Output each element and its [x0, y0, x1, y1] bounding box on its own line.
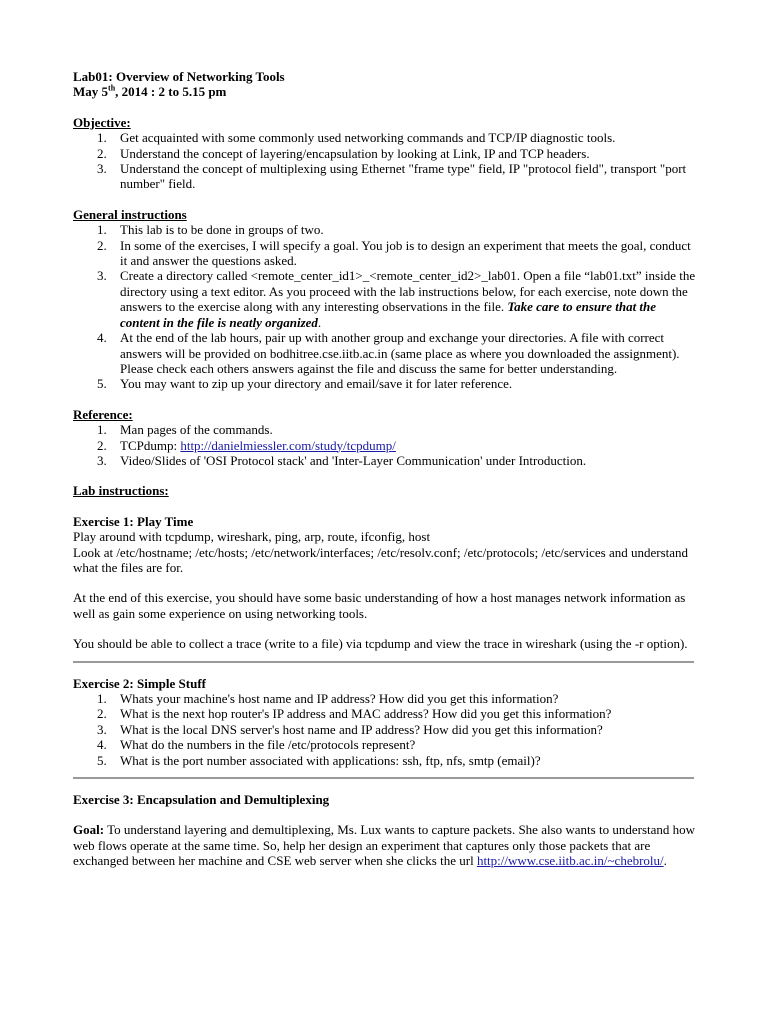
- objective-list: [73, 130, 698, 192]
- general-instructions-list: [73, 222, 698, 391]
- list-item: 2. Understand the concept of layering/encapsulation by looking at Link, IP and TCP headers.: [97, 145, 590, 161]
- list-item: 3. Understand the concept of multiplexing using Ethernet "frame type" field, IP "protocol field", transport "port number" field.: [97, 161, 687, 192]
- lab-instructions-heading: Lab instructions:: [73, 483, 169, 499]
- exercise-1-para3: You should be able to collect a trace (write to a file) via tcpdump and view the trace in wireshark (using the -r option).: [73, 636, 688, 652]
- tcpdump-link[interactable]: http://danielmiessler.com/study/tcpdump/: [180, 437, 396, 453]
- emphasis-text: Take care to ensure that the content in the file is neatly organized: [120, 299, 657, 330]
- list-item: 1. Get acquainted with some commonly used networking commands and TCP/IP diagnostic tools.: [97, 130, 616, 146]
- exercise-1-line1: Play around with tcpdump, wireshark, ping, arp, route, ifconfig, host: [73, 529, 431, 545]
- list-item: 1. Man pages of the commands.: [97, 422, 273, 438]
- list-item: 4. At the end of the lab hours, pair up with another group and exchange your directories. A file with correct answers will be provided on bodhitree.cse.iitb.ac.in (same place as where you downloaded the assignment). Please check each others answers against the file and discuss the same for better understanding.: [97, 330, 680, 376]
- date-line: [73, 84, 698, 99]
- list-item: 4. What do the numbers in the file /etc/protocols represent?: [97, 737, 416, 753]
- exercise-3-goal: Goal: To understand layering and demultiplexing, Ms. Lux wants to capture packets. She also wants to understand how web flows operate at the same time. So, help her design an experiment that captures only those packets that are exchanged between her machine and CSE web server when she clicks the url http://www.cse.iitb.ac.in/~chebrolu/.: [73, 822, 696, 869]
- date-sup: th: [108, 84, 116, 94]
- list-item: 5. You may want to zip up your directory and email/save it for later reference.: [97, 376, 513, 392]
- document-content: [73, 69, 698, 869]
- general-instructions-heading: General instructions: [73, 206, 187, 222]
- list-item: 1. This lab is to be done in groups of two.: [97, 222, 324, 238]
- reference-list: [73, 422, 698, 468]
- reference-heading: Reference:: [73, 406, 133, 422]
- exercise-3-title: Exercise 3: Encapsulation and Demultiplexing: [73, 792, 330, 808]
- exercise-1-title: Exercise 1: Play Time: [73, 513, 194, 529]
- list-item: 3. Video/Slides of 'OSI Protocol stack' and 'Inter-Layer Communication' under Introduction.: [97, 452, 587, 468]
- list-item: 5. What is the port number associated with applications: ssh, ftp, nfs, smtp (email)?: [97, 752, 541, 768]
- exercise-1-para2: At the end of this exercise, you should have some basic understanding of how a host manages network information as well as gain some experience on using networking tools.: [73, 590, 686, 621]
- exercise-2-list: [73, 691, 698, 768]
- section-divider: [73, 661, 694, 663]
- title-line: Lab01: Overview of Networking Tools: [73, 69, 285, 84]
- document-title: [73, 69, 698, 100]
- date-suffix: , 2014 : 2 to 5.15 pm: [115, 84, 227, 100]
- objective-heading: Objective:: [73, 114, 131, 130]
- list-item: 1. Whats your machine's host name and IP address? How did you get this information?: [97, 691, 559, 706]
- list-item: 2. TCPdump: http://danielmiessler.com/study/tcpdump/: [97, 437, 396, 453]
- list-item: 3. What is the local DNS server's host name and IP address? How did you get this information?: [97, 721, 603, 737]
- list-item: 2. What is the next hop router's IP address and MAC address? How did you get this information?: [97, 706, 612, 722]
- section-divider: [73, 777, 694, 779]
- list-item: 2. In some of the exercises, I will specify a goal. You job is to design an experiment that meets the goal, conduct it and answer the questions asked.: [97, 237, 691, 269]
- list-item: 3. Create a directory called <remote_center_id1>_<remote_center_id2>_lab01. Open a file “lab01.txt” inside the directory using a text editor. As you proceed with the lab instructions below, for each exercise, note down the answers to the exercise along with any interesting observations in the file. Take care to ensure that the content in the file is neatly organized.: [97, 268, 696, 330]
- cse-url-link[interactable]: http://www.cse.iitb.ac.in/~chebrolu/: [476, 853, 664, 869]
- exercise-1-line2: Look at /etc/hostname; /etc/hosts; /etc/network/interfaces; /etc/resolv.conf; /etc/protocols; /etc/services and understand what the files are for.: [73, 544, 689, 575]
- exercise-2-title: Exercise 2: Simple Stuff: [73, 675, 206, 691]
- date-prefix: May 5: [73, 84, 109, 100]
- goal-label: Goal:: [73, 822, 105, 838]
